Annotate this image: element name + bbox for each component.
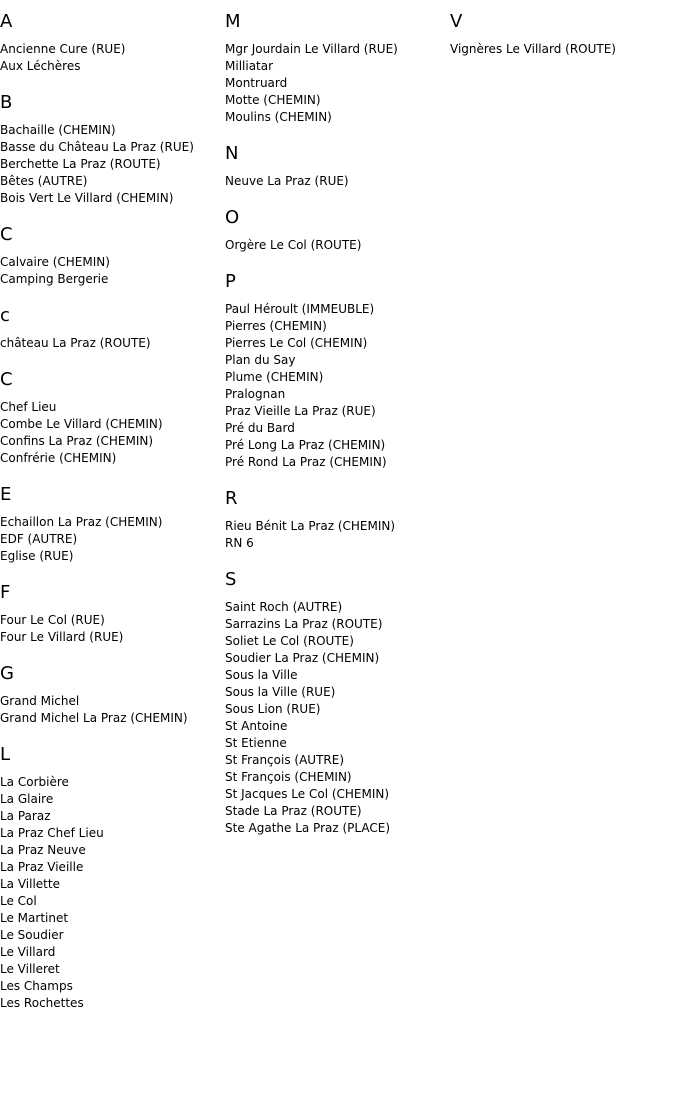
street-list-item: Sarrazins La Praz (ROUTE) (225, 617, 383, 631)
street-list-item: Sous la Ville (RUE) (225, 685, 336, 699)
letter-section (0, 369, 225, 467)
street-list-item: Mgr Jourdain Le Villard (RUE) (225, 42, 398, 56)
street-list-item: Sous Lion (RUE) (225, 702, 321, 716)
street-list (225, 237, 450, 254)
street-list-item: Calvaire (CHEMIN) (0, 255, 110, 269)
street-list-item: Saint Roch (AUTRE) (225, 600, 343, 614)
street-list-item: Le Soudier (0, 928, 64, 942)
street-list-item: Camping Bergerie (0, 272, 109, 286)
street-list-item: Sous la Ville (225, 668, 298, 682)
street-list-item: Le Martinet (0, 911, 69, 925)
street-list-item: Echaillon La Praz (CHEMIN) (0, 515, 163, 529)
street-list-item: EDF (AUTRE) (0, 532, 78, 546)
street-list (225, 599, 450, 837)
letter-section (0, 11, 225, 75)
street-list (0, 774, 225, 1012)
street-list-item: La Praz Neuve (0, 843, 86, 857)
street-list-item: Le Villeret (0, 962, 60, 976)
street-list (225, 518, 450, 552)
street-list-item: Pré du Bard (225, 421, 295, 435)
street-list-item: Milliatar (225, 59, 274, 73)
letter-section (0, 663, 225, 727)
street-list-item: Les Champs (0, 979, 73, 993)
index-column-3 (450, 0, 675, 75)
street-list-item: Soliet Le Col (ROUTE) (225, 634, 354, 648)
letter-section (0, 305, 225, 352)
street-list-item: St Etienne (225, 736, 287, 750)
letter-section (225, 11, 450, 126)
street-list-item: château La Praz (ROUTE) (0, 336, 151, 350)
street-list-item: Bachaille (CHEMIN) (0, 123, 116, 137)
street-list-item: Aux Léchères (0, 59, 81, 73)
street-list-item: Confrérie (CHEMIN) (0, 451, 117, 465)
street-list-item: Plan du Say (225, 353, 296, 367)
street-list-item: Soudier La Praz (CHEMIN) (225, 651, 380, 665)
letter-section (0, 744, 225, 1012)
section-letter-heading: B (0, 92, 13, 113)
street-list-item: Les Rochettes (0, 996, 84, 1010)
street-list-item: Grand Michel (0, 694, 80, 708)
street-list-item: Orgère Le Col (ROUTE) (225, 238, 362, 252)
street-list (225, 173, 450, 190)
letter-section (0, 224, 225, 288)
street-list (0, 41, 225, 75)
section-letter-heading: C (0, 369, 13, 390)
street-list-item: Pré Long La Praz (CHEMIN) (225, 438, 386, 452)
street-list (0, 612, 225, 646)
index-column-1 (0, 0, 225, 1029)
street-list (0, 122, 225, 207)
letter-section (0, 92, 225, 207)
street-list-item: Pralognan (225, 387, 286, 401)
section-letter-heading: S (225, 569, 237, 590)
street-list-item: Four Le Col (RUE) (0, 613, 105, 627)
street-list-item: Pierres (CHEMIN) (225, 319, 327, 333)
section-letter-heading: N (225, 143, 239, 164)
street-list-item: La Corbière (0, 775, 69, 789)
street-list-item: Stade La Praz (ROUTE) (225, 804, 362, 818)
street-list (450, 41, 675, 58)
street-list-item: Pierres Le Col (CHEMIN) (225, 336, 368, 350)
index-column-2 (225, 0, 450, 854)
street-list-item: St Jacques Le Col (CHEMIN) (225, 787, 390, 801)
street-list-item: Berchette La Praz (ROUTE) (0, 157, 161, 171)
street-list-item: La Paraz (0, 809, 51, 823)
street-list-item: Four Le Villard (RUE) (0, 630, 124, 644)
section-letter-heading: V (450, 11, 463, 32)
street-list-item: Motte (CHEMIN) (225, 93, 321, 107)
section-letter-heading: P (225, 271, 236, 292)
street-list-item: St François (AUTRE) (225, 753, 345, 767)
section-letter-heading: E (0, 484, 12, 505)
section-letter-heading: C (0, 224, 13, 245)
street-list-item: Bois Vert Le Villard (CHEMIN) (0, 191, 174, 205)
street-list-item: Vignères Le Villard (ROUTE) (450, 42, 616, 56)
street-list-item: La Villette (0, 877, 60, 891)
section-letter-heading: O (225, 207, 240, 228)
street-list (0, 514, 225, 565)
street-list (0, 254, 225, 288)
street-list-item: Moulins (CHEMIN) (225, 110, 332, 124)
letter-section (225, 143, 450, 190)
letter-section (225, 569, 450, 837)
street-list-item: Confins La Praz (CHEMIN) (0, 434, 154, 448)
section-letter-heading: L (0, 744, 11, 765)
section-letter-heading: F (0, 582, 11, 603)
letter-section (225, 271, 450, 471)
street-list-item: Le Col (0, 894, 37, 908)
street-list-item: Rieu Bénit La Praz (CHEMIN) (225, 519, 396, 533)
letter-section (225, 207, 450, 254)
street-list (0, 335, 225, 352)
section-letter-heading: A (0, 11, 13, 32)
street-list-item: Neuve La Praz (RUE) (225, 174, 349, 188)
street-list-item: Chef Lieu (0, 400, 57, 414)
letter-section (225, 488, 450, 552)
letter-section (450, 11, 675, 58)
street-list-item: Combe Le Villard (CHEMIN) (0, 417, 163, 431)
section-letter-heading: R (225, 488, 238, 509)
street-list (225, 41, 450, 126)
street-list-item: Montruard (225, 76, 288, 90)
street-list-item: Plume (CHEMIN) (225, 370, 324, 384)
street-list-item: Grand Michel La Praz (CHEMIN) (0, 711, 188, 725)
street-list (0, 693, 225, 727)
street-list-item: Basse du Château La Praz (RUE) (0, 140, 194, 154)
street-list-item: Eglise (RUE) (0, 549, 74, 563)
street-list (0, 399, 225, 467)
street-list-item: Ste Agathe La Praz (PLACE) (225, 821, 391, 835)
street-list-item: Bêtes (AUTRE) (0, 174, 88, 188)
street-list-item: St François (CHEMIN) (225, 770, 352, 784)
street-list-item: La Glaire (0, 792, 54, 806)
letter-section (0, 484, 225, 565)
street-list-item: Le Villard (0, 945, 56, 959)
street-list (225, 301, 450, 471)
street-list-item: RN 6 (225, 536, 254, 550)
section-letter-heading: c (0, 305, 10, 326)
section-letter-heading: G (0, 663, 14, 684)
street-list-item: Paul Héroult (IMMEUBLE) (225, 302, 375, 316)
street-list-item: Praz Vieille La Praz (RUE) (225, 404, 376, 418)
street-list-item: La Praz Vieille (0, 860, 84, 874)
letter-section (0, 582, 225, 646)
street-list-item: Ancienne Cure (RUE) (0, 42, 126, 56)
section-letter-heading: M (225, 11, 241, 32)
street-list-item: St Antoine (225, 719, 288, 733)
street-list-item: Pré Rond La Praz (CHEMIN) (225, 455, 387, 469)
street-list-item: La Praz Chef Lieu (0, 826, 104, 840)
